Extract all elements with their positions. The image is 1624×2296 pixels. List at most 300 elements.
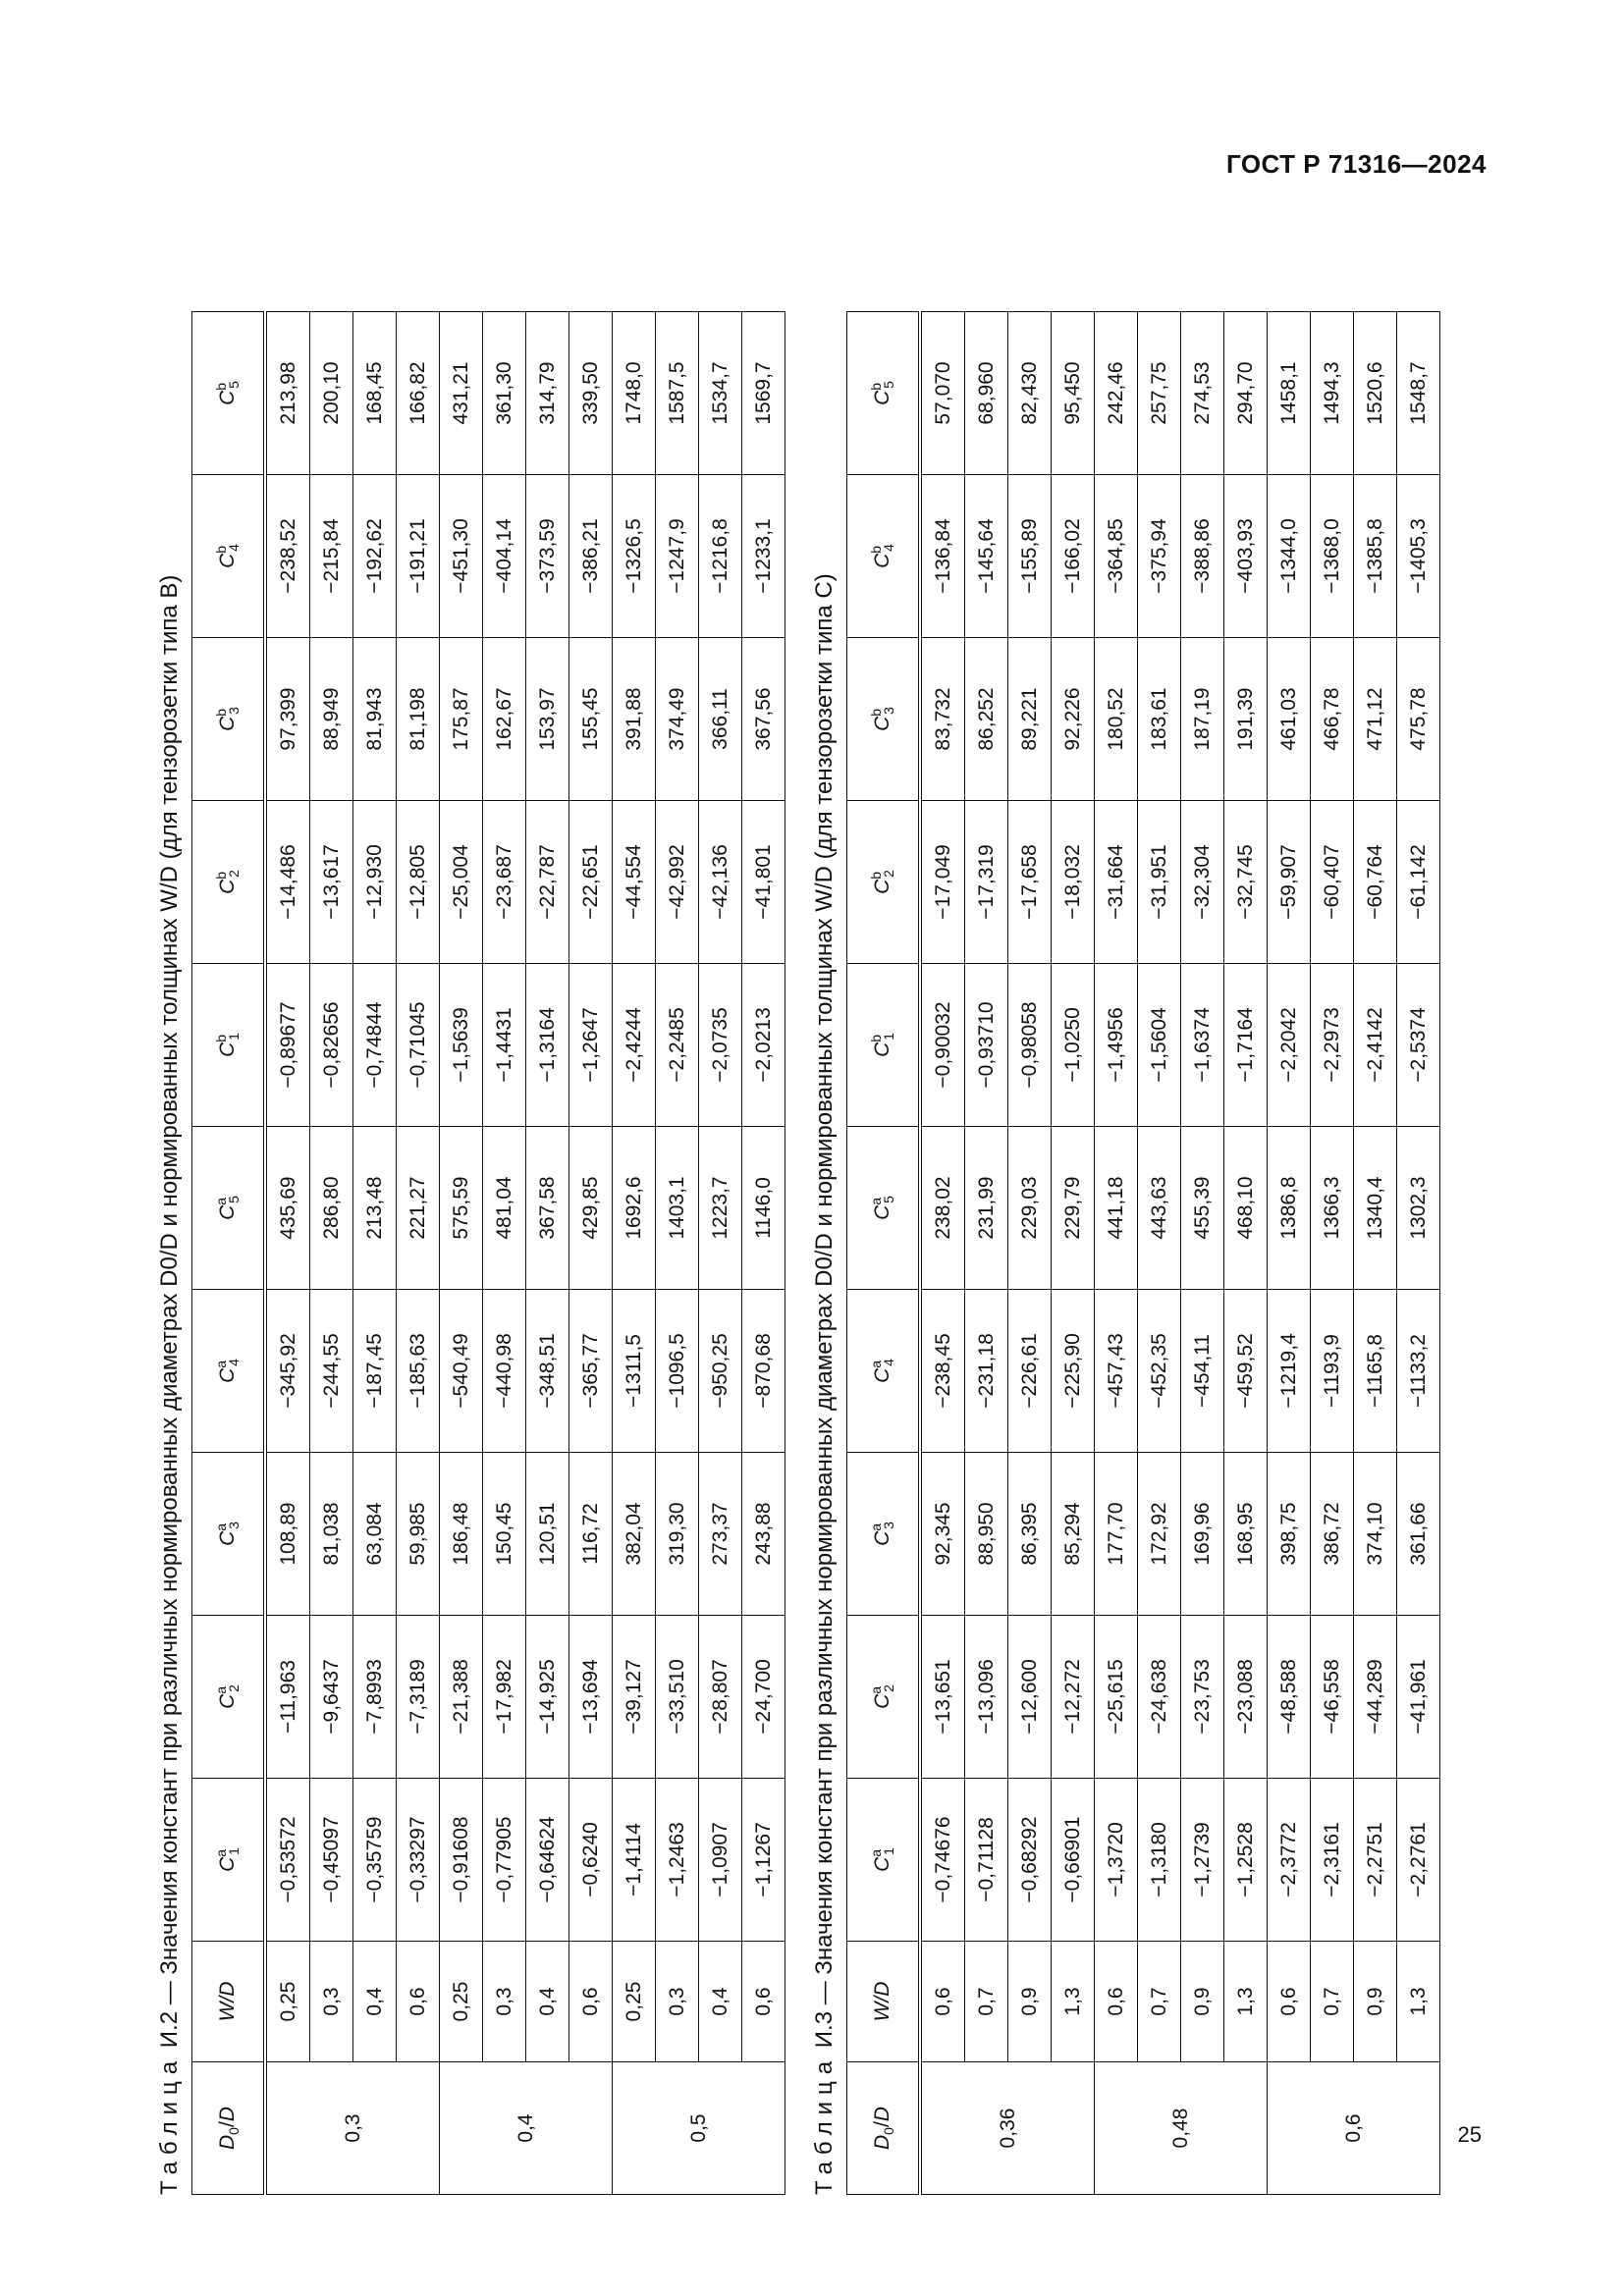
value-cell: 88,950 (965, 1453, 1008, 1616)
value-cell: −25,615 (1095, 1616, 1138, 1779)
value-cell: −459,52 (1224, 1290, 1268, 1453)
value-cell: −155,89 (1008, 475, 1052, 638)
value-cell: −2,2042 (1268, 964, 1311, 1127)
table-row (920, 312, 965, 2195)
value-cell: −2,4244 (613, 964, 656, 1127)
value-cell: −1,3180 (1138, 1779, 1181, 1942)
group-d0-cell: 0,48 (1095, 2062, 1268, 2195)
value-cell: 1223,7 (699, 1127, 742, 1290)
value-cell: −44,289 (1354, 1616, 1397, 1779)
value-cell: −17,982 (483, 1616, 526, 1779)
value-cell: −32,304 (1181, 801, 1224, 964)
value-cell: −187,45 (353, 1290, 397, 1453)
value-cell: 183,61 (1138, 638, 1181, 801)
table-row (699, 312, 742, 2195)
value-cell: −13,096 (965, 1616, 1008, 1779)
value-cell: −345,92 (265, 1290, 310, 1453)
wd-cell: 0,6 (920, 1942, 965, 2062)
value-cell: 243,88 (742, 1453, 785, 1616)
value-cell: 81,943 (353, 638, 397, 801)
table-row (1138, 312, 1181, 2195)
value-cell: −33,510 (656, 1616, 699, 1779)
value-cell: 1587,5 (656, 312, 699, 475)
value-cell: −31,951 (1138, 801, 1181, 964)
table-row (440, 312, 483, 2195)
value-cell: 82,430 (1008, 312, 1052, 475)
col-header-c4a: $C^a_4$ (847, 1290, 921, 1453)
value-cell: −42,992 (656, 801, 699, 964)
table-row (397, 312, 440, 2195)
value-cell: 466,78 (1311, 638, 1354, 801)
group-d0-cell: 0,36 (920, 2062, 1095, 2195)
value-cell: 1458,1 (1268, 312, 1311, 475)
value-cell: 89,221 (1008, 638, 1052, 801)
value-cell: −1385,8 (1354, 475, 1397, 638)
value-cell: −404,14 (483, 475, 526, 638)
value-cell: 1146,0 (742, 1127, 785, 1290)
value-cell: 229,79 (1052, 1127, 1095, 1290)
value-cell: −2,4142 (1354, 964, 1397, 1127)
value-cell: 1302,3 (1397, 1127, 1440, 1290)
col-header-c1b: $C^b_1$ (192, 964, 266, 1127)
value-cell: 155,45 (569, 638, 613, 801)
value-cell: 257,75 (1138, 312, 1181, 475)
value-cell: −440,98 (483, 1290, 526, 1453)
wd-cell: 0,7 (1311, 1942, 1354, 2062)
value-cell: 63,084 (353, 1453, 397, 1616)
value-cell: −238,52 (265, 475, 310, 638)
value-cell: 191,39 (1224, 638, 1268, 801)
value-cell: −364,85 (1095, 475, 1138, 638)
col-header-c5b: $C^b_5$ (847, 312, 921, 475)
wd-cell: 1,3 (1224, 1942, 1268, 2062)
value-cell: −403,93 (1224, 475, 1268, 638)
value-cell: 97,399 (265, 638, 310, 801)
value-cell: −12,600 (1008, 1616, 1052, 1779)
value-cell: −231,18 (965, 1290, 1008, 1453)
value-cell: −0,90032 (920, 964, 965, 1127)
value-cell: 200,10 (310, 312, 353, 475)
value-cell: −0,82656 (310, 964, 353, 1127)
value-cell: 294,70 (1224, 312, 1268, 475)
value-cell: 361,30 (483, 312, 526, 475)
value-cell: −39,127 (613, 1616, 656, 1779)
wd-cell: 0,25 (613, 1942, 656, 2062)
value-cell: 213,48 (353, 1127, 397, 1290)
value-cell: 1386,8 (1268, 1127, 1311, 1290)
value-cell: 83,732 (920, 638, 965, 801)
wd-cell: 0,9 (1008, 1942, 1052, 2062)
wd-cell: 0,7 (1138, 1942, 1181, 2062)
table-i3-container (807, 312, 1624, 2195)
value-cell: −145,64 (965, 475, 1008, 638)
value-cell: 187,19 (1181, 638, 1224, 801)
value-cell: −23,687 (483, 801, 526, 964)
value-cell: −11,963 (265, 1616, 310, 1779)
value-cell: 180,52 (1095, 638, 1138, 801)
value-cell: −17,319 (965, 801, 1008, 964)
value-cell: −1405,3 (1397, 475, 1440, 638)
value-cell: −0,66901 (1052, 1779, 1095, 1942)
value-cell: 116,72 (569, 1453, 613, 1616)
value-cell: −1,2739 (1181, 1779, 1224, 1942)
value-cell: −18,032 (1052, 801, 1095, 964)
value-cell: −870,68 (742, 1290, 785, 1453)
value-cell: 374,49 (656, 638, 699, 801)
value-cell: −0,77905 (483, 1779, 526, 1942)
col-header-c1a: $C^a_1$ (847, 1779, 921, 1942)
wd-cell: 0,3 (483, 1942, 526, 2062)
value-cell: 86,252 (965, 638, 1008, 801)
value-cell: 213,98 (265, 312, 310, 475)
value-cell: −1193,9 (1311, 1290, 1354, 1453)
value-cell: −191,21 (397, 475, 440, 638)
value-cell: −22,787 (526, 801, 569, 964)
value-cell: −31,664 (1095, 801, 1138, 964)
table-row (483, 312, 526, 2195)
value-cell: −1165,8 (1354, 1290, 1397, 1453)
value-cell: −48,588 (1268, 1616, 1311, 1779)
value-cell: −60,407 (1311, 801, 1354, 964)
value-cell: −21,388 (440, 1616, 483, 1779)
col-header-wd: W/D (192, 1942, 266, 2062)
wd-cell: 0,6 (397, 1942, 440, 2062)
value-cell: −192,62 (353, 475, 397, 638)
value-cell: 92,345 (920, 1453, 965, 1616)
value-cell: 461,03 (1268, 638, 1311, 801)
table-row (1268, 312, 1311, 2195)
value-cell: −451,30 (440, 475, 483, 638)
value-cell: −17,658 (1008, 801, 1052, 964)
value-cell: −0,71128 (965, 1779, 1008, 1942)
value-cell: −166,02 (1052, 475, 1095, 638)
value-cell: −1096,5 (656, 1290, 699, 1453)
value-cell: −365,77 (569, 1290, 613, 1453)
group-d0-cell: 0,5 (613, 2062, 785, 2195)
value-cell: 168,95 (1224, 1453, 1268, 1616)
wd-cell: 0,25 (265, 1942, 310, 2062)
table-row (1008, 312, 1052, 2195)
value-cell: 92,226 (1052, 638, 1095, 801)
col-header-c2b: $C^b_2$ (847, 801, 921, 964)
standard-designation: ГОСТ Р 71316—2024 (1225, 149, 1487, 179)
value-cell: 475,78 (1397, 638, 1440, 801)
value-cell: 435,69 (265, 1127, 310, 1290)
wd-cell: 0,7 (965, 1942, 1008, 2062)
value-cell: −1216,8 (699, 475, 742, 638)
value-cell: 431,21 (440, 312, 483, 475)
value-cell: −14,925 (526, 1616, 569, 1779)
col-header-c3b: $C^b_3$ (847, 638, 921, 801)
value-cell: 286,80 (310, 1127, 353, 1290)
value-cell: −2,2751 (1354, 1779, 1397, 1942)
value-cell: 273,37 (699, 1453, 742, 1616)
value-cell: 366,11 (699, 638, 742, 801)
value-cell: 1403,1 (656, 1127, 699, 1290)
value-cell: −1219,4 (1268, 1290, 1311, 1453)
value-cell: −1368,0 (1311, 475, 1354, 638)
value-cell: 242,46 (1095, 312, 1138, 475)
value-cell: 231,99 (965, 1127, 1008, 1290)
table-i3 (846, 311, 1440, 2195)
value-cell: −1,0250 (1052, 964, 1095, 1127)
value-cell: −1,6374 (1181, 964, 1224, 1127)
value-cell: 374,10 (1354, 1453, 1397, 1616)
value-cell: 443,63 (1138, 1127, 1181, 1290)
value-cell: −1233,1 (742, 475, 785, 638)
value-cell: −13,617 (310, 801, 353, 964)
value-cell: 481,04 (483, 1127, 526, 1290)
col-header-c2a: $C^a_2$ (847, 1616, 921, 1779)
value-cell: 68,960 (965, 312, 1008, 475)
value-cell: 166,82 (397, 312, 440, 475)
value-cell: −0,74844 (353, 964, 397, 1127)
wd-cell: 1,3 (1397, 1942, 1440, 2062)
value-cell: 575,59 (440, 1127, 483, 1290)
value-cell: −24,700 (742, 1616, 785, 1779)
value-cell: −1,2463 (656, 1779, 699, 1942)
group-d0-cell: 0,6 (1268, 2062, 1440, 2195)
table-row (965, 312, 1008, 2195)
value-cell: 59,985 (397, 1453, 440, 1616)
table-row (526, 312, 569, 2195)
value-cell: −1,4431 (483, 964, 526, 1127)
value-cell: −2,0213 (742, 964, 785, 1127)
col-header-d0d: $D_0/D$ (847, 2062, 921, 2195)
value-cell: −185,63 (397, 1290, 440, 1453)
value-cell: 455,39 (1181, 1127, 1224, 1290)
value-cell: −60,764 (1354, 801, 1397, 964)
value-cell: −2,2761 (1397, 1779, 1440, 1942)
value-cell: −25,004 (440, 801, 483, 964)
table-i2 (191, 311, 785, 2195)
value-cell: 1692,6 (613, 1127, 656, 1290)
value-cell: 382,04 (613, 1453, 656, 1616)
wd-cell: 0,3 (310, 1942, 353, 2062)
value-cell: −61,142 (1397, 801, 1440, 964)
value-cell: −457,43 (1095, 1290, 1138, 1453)
value-cell: −28,807 (699, 1616, 742, 1779)
value-cell: 85,294 (1052, 1453, 1095, 1616)
value-cell: −1,4114 (613, 1779, 656, 1942)
value-cell: −226,61 (1008, 1290, 1052, 1453)
value-cell: −373,59 (526, 475, 569, 638)
wd-cell: 0,3 (656, 1942, 699, 2062)
table-row (1181, 312, 1224, 2195)
value-cell: −22,651 (569, 801, 613, 964)
value-cell: −348,51 (526, 1290, 569, 1453)
value-cell: 1748,0 (613, 312, 656, 475)
value-cell: 274,53 (1181, 312, 1224, 475)
value-cell: −1,0907 (699, 1779, 742, 1942)
value-cell: −2,2485 (656, 964, 699, 1127)
caption-lead: Таблица (811, 2054, 838, 2195)
value-cell: −13,694 (569, 1616, 613, 1779)
value-cell: 150,45 (483, 1453, 526, 1616)
value-cell: 186,48 (440, 1453, 483, 1616)
value-cell: 367,56 (742, 638, 785, 801)
value-cell: −386,21 (569, 475, 613, 638)
wd-cell: 0,25 (440, 1942, 483, 2062)
col-header-c5b: $C^b_5$ (192, 312, 266, 475)
value-cell: −0,68292 (1008, 1779, 1052, 1942)
value-cell: 1569,7 (742, 312, 785, 475)
wd-cell: 0,9 (1181, 1942, 1224, 2062)
wd-cell: 1,3 (1052, 1942, 1095, 2062)
value-cell: 471,12 (1354, 638, 1397, 801)
value-cell: 238,02 (920, 1127, 965, 1290)
value-cell: 1534,7 (699, 312, 742, 475)
value-cell: −1247,9 (656, 475, 699, 638)
value-cell: −0,91608 (440, 1779, 483, 1942)
table-i3-caption (807, 312, 846, 2195)
value-cell: −0,53572 (265, 1779, 310, 1942)
value-cell: −0,74676 (920, 1779, 965, 1942)
table-row (310, 312, 353, 2195)
value-cell: −454,11 (1181, 1290, 1224, 1453)
value-cell: −388,86 (1181, 475, 1224, 638)
value-cell: 120,51 (526, 1453, 569, 1616)
value-cell: −7,3189 (397, 1616, 440, 1779)
value-cell: −41,961 (1397, 1616, 1440, 1779)
value-cell: 162,67 (483, 638, 526, 801)
col-header-c5a: $C^a_5$ (847, 1127, 921, 1290)
value-cell: 221,27 (397, 1127, 440, 1290)
table-row (656, 312, 699, 2195)
value-cell: −1,7164 (1224, 964, 1268, 1127)
value-cell: 398,75 (1268, 1453, 1311, 1616)
value-cell: −12,805 (397, 801, 440, 964)
value-cell: −0,93710 (965, 964, 1008, 1127)
table-row (1224, 312, 1268, 2195)
value-cell: 169,96 (1181, 1453, 1224, 1616)
value-cell: −0,33297 (397, 1779, 440, 1942)
value-cell: 1520,6 (1354, 312, 1397, 475)
caption-lead: Таблица (156, 2054, 183, 2195)
value-cell: −0,6240 (569, 1779, 613, 1942)
col-header-c4a: $C^a_4$ (192, 1290, 266, 1453)
value-cell: −2,5374 (1397, 964, 1440, 1127)
value-cell: −0,35759 (353, 1779, 397, 1942)
value-cell: −950,25 (699, 1290, 742, 1453)
value-cell: 57,070 (920, 312, 965, 475)
col-header-c4b: $C^b_4$ (847, 475, 921, 638)
value-cell: −0,89677 (265, 964, 310, 1127)
col-header-c1a: $C^a_1$ (192, 1779, 266, 1942)
col-header-c3a: $C^a_3$ (192, 1453, 266, 1616)
table-i2-caption (152, 312, 191, 2195)
value-cell: −1,5604 (1138, 964, 1181, 1127)
value-cell: −452,35 (1138, 1290, 1181, 1453)
value-cell: −32,745 (1224, 801, 1268, 964)
value-cell: −2,0735 (699, 964, 742, 1127)
value-cell: −0,98058 (1008, 964, 1052, 1127)
value-cell: 108,89 (265, 1453, 310, 1616)
value-cell: 386,72 (1311, 1453, 1354, 1616)
value-cell: −0,64624 (526, 1779, 569, 1942)
value-cell: 81,198 (397, 638, 440, 801)
value-cell: −14,486 (265, 801, 310, 964)
value-cell: −17,049 (920, 801, 965, 964)
table-row (613, 312, 656, 2195)
value-cell: −2,3161 (1311, 1779, 1354, 1942)
value-cell: −41,801 (742, 801, 785, 964)
col-header-c4b: $C^b_4$ (192, 475, 266, 638)
caption-text: И.2 — Значения констант при различных нормированных диаметрах D0/D и нормированных толщинах W/D (для тензорозетки типа B) (156, 574, 183, 2049)
table-row (1095, 312, 1138, 2195)
col-header-wd: W/D (847, 1942, 921, 2062)
value-cell: −13,651 (920, 1616, 965, 1779)
value-cell: −1,3720 (1095, 1779, 1138, 1942)
table-row (265, 312, 310, 2195)
value-cell: −44,554 (613, 801, 656, 964)
value-cell: −59,907 (1268, 801, 1311, 964)
value-cell: −1326,5 (613, 475, 656, 638)
value-cell: −238,45 (920, 1290, 965, 1453)
value-cell: −0,71045 (397, 964, 440, 1127)
value-cell: −375,94 (1138, 475, 1181, 638)
value-cell: −23,088 (1224, 1616, 1268, 1779)
value-cell: 361,66 (1397, 1453, 1440, 1616)
value-cell: 314,79 (526, 312, 569, 475)
col-header-c3b: $C^b_3$ (192, 638, 266, 801)
caption-text: И.3 — Значения констант при различных нормированных диаметрах D0/D и нормированных толщинах W/D (для тензорозетки типа C) (811, 573, 838, 2049)
table-row (1311, 312, 1354, 2195)
value-cell: 1548,7 (1397, 312, 1440, 475)
wd-cell: 0,4 (353, 1942, 397, 2062)
wd-cell: 0,6 (1268, 1942, 1311, 2062)
wd-cell: 0,6 (742, 1942, 785, 2062)
value-cell: −12,930 (353, 801, 397, 964)
value-cell: −1,2528 (1224, 1779, 1268, 1942)
value-cell: 88,949 (310, 638, 353, 801)
table-row (1052, 312, 1095, 2195)
value-cell: −1,1267 (742, 1779, 785, 1942)
value-cell: −1,4956 (1095, 964, 1138, 1127)
wd-cell: 0,6 (1095, 1942, 1138, 2062)
value-cell: 229,03 (1008, 1127, 1052, 1290)
value-cell: −136,84 (920, 475, 965, 638)
value-cell: −225,90 (1052, 1290, 1095, 1453)
value-cell: −23,753 (1181, 1616, 1224, 1779)
value-cell: −2,2973 (1311, 964, 1354, 1127)
value-cell: 177,70 (1095, 1453, 1138, 1616)
value-cell: −0,45097 (310, 1779, 353, 1942)
page-number: 25 (1457, 2122, 1482, 2147)
value-cell: −9,6437 (310, 1616, 353, 1779)
value-cell: 339,50 (569, 312, 613, 475)
value-cell: 172,92 (1138, 1453, 1181, 1616)
value-cell: −42,136 (699, 801, 742, 964)
value-cell: −1,2647 (569, 964, 613, 1127)
value-cell: −215,84 (310, 475, 353, 638)
value-cell: −1311,5 (613, 1290, 656, 1453)
wd-cell: 0,4 (699, 1942, 742, 2062)
col-header-c5a: $C^a_5$ (192, 1127, 266, 1290)
table-i2-container (152, 312, 775, 2195)
col-header-c3a: $C^a_3$ (847, 1453, 921, 1616)
table-row (569, 312, 613, 2195)
value-cell: 1366,3 (1311, 1127, 1354, 1290)
value-cell: 86,395 (1008, 1453, 1052, 1616)
col-header-c1b: $C^b_1$ (847, 964, 921, 1127)
value-cell: 468,10 (1224, 1127, 1268, 1290)
table-row (742, 312, 785, 2195)
col-header-c2a: $C^a_2$ (192, 1616, 266, 1779)
value-cell: −12,272 (1052, 1616, 1095, 1779)
value-cell: −2,3772 (1268, 1779, 1311, 1942)
value-cell: −24,638 (1138, 1616, 1181, 1779)
